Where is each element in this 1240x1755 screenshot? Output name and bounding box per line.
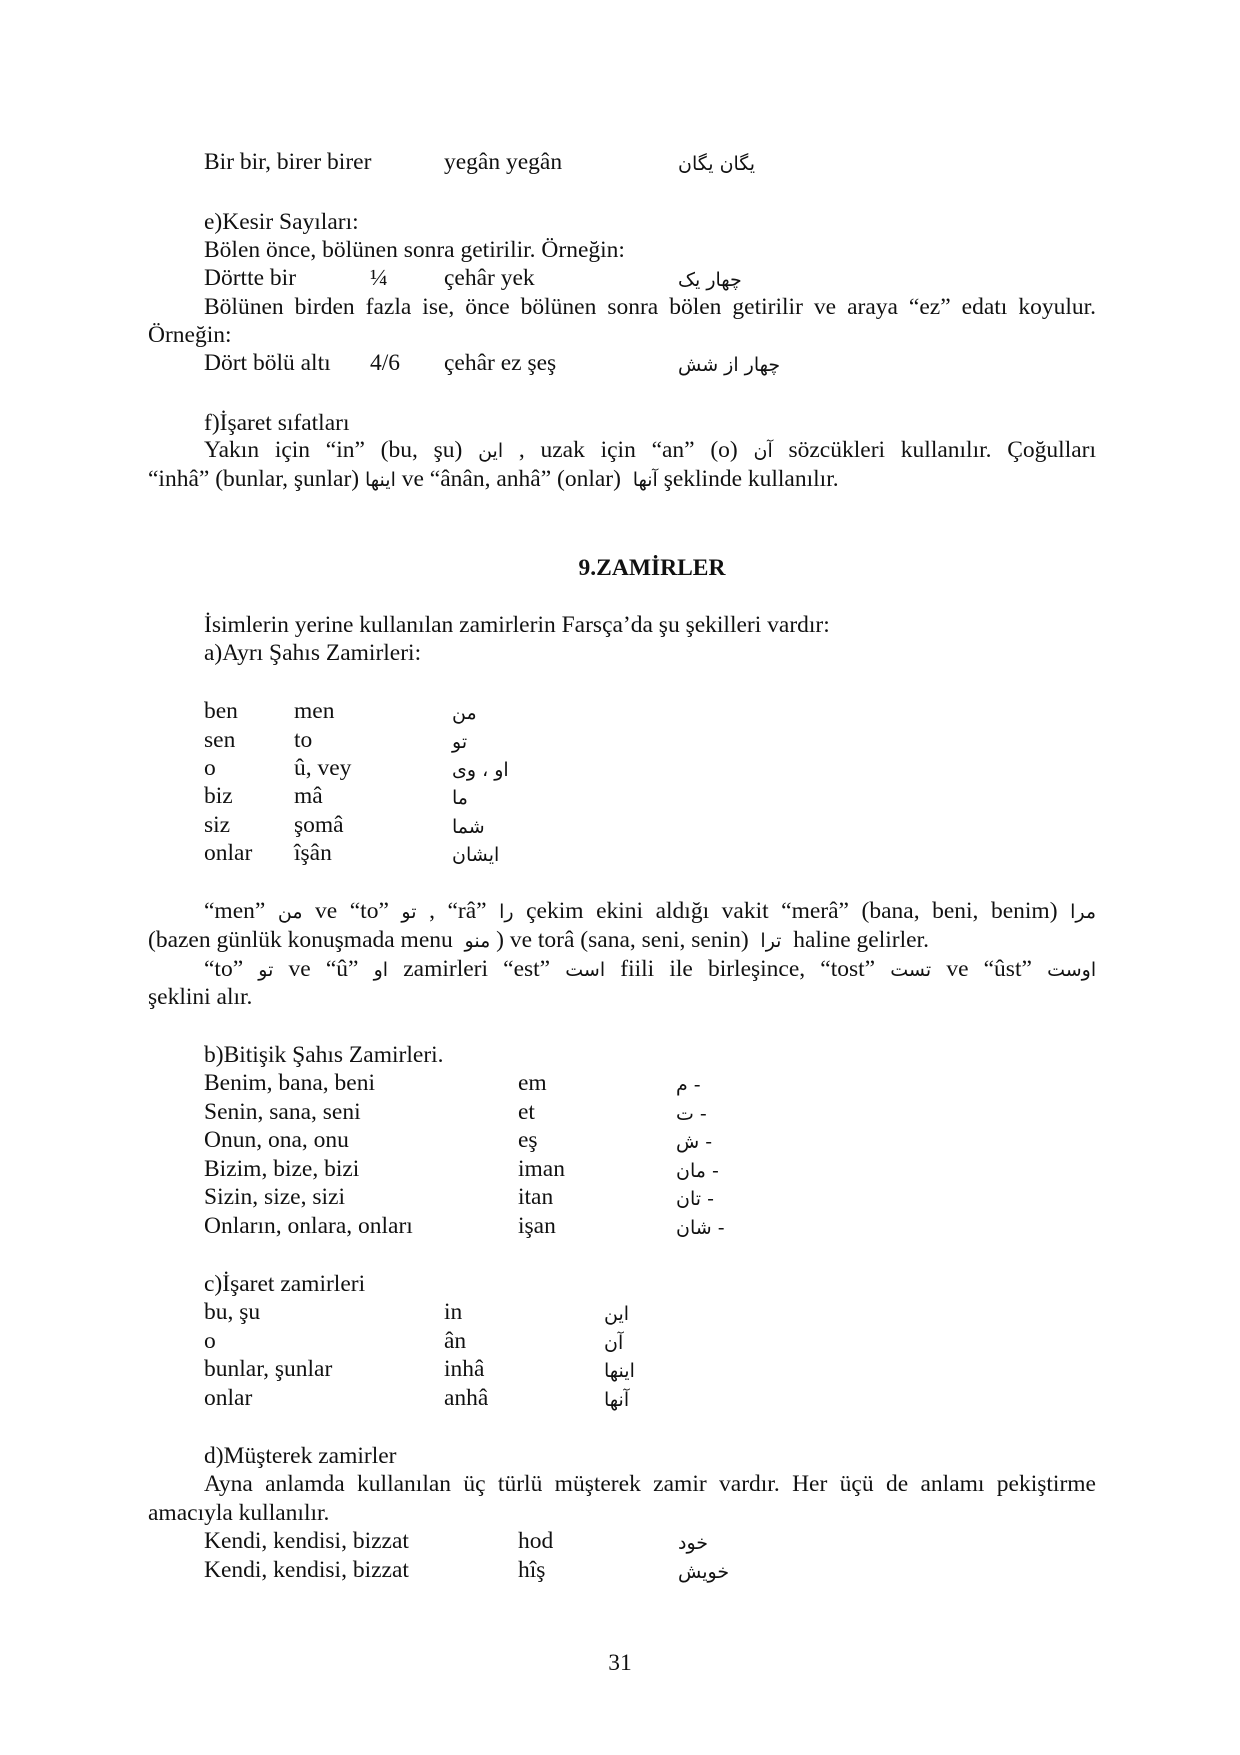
persian-word: من [277,901,303,923]
transliteration: şomâ [294,812,344,838]
text-run: ve “û” [288,956,359,982]
persian-word: این [478,440,504,462]
section-title-isaret-zamir: c)İşaret zamirleri [204,1271,366,1297]
persian-word: آنها [632,469,658,491]
turkish-text: bunlar, şunlar [204,1356,333,1382]
transliteration: et [518,1099,535,1125]
persian-word: مرا [1070,901,1097,923]
turkish-text: onlar [204,840,253,866]
section-title-kesir: e)Kesir Sayıları: [204,209,359,235]
paragraph: Bölen önce, bölünen sonra getirilir. Örneğin: [204,237,625,263]
turkish-text: Onun, ona, onu [204,1127,349,1153]
text-run: ) ve torâ (sana, seni, senin) [496,927,749,953]
persian-word: است [565,959,606,981]
turkish-text: Kendi, kendisi, bizzat [204,1557,409,1583]
text-run: sözcükleri kullanılır. Çoğulları [788,437,1097,463]
section-title-musterek: d)Müşterek zamirler [204,1443,397,1469]
paragraph: Örneğin: [148,322,232,348]
transliteration: hod [518,1528,554,1554]
transliteration: iman [518,1156,565,1182]
persian-text: چهار یک [678,269,742,291]
persian-text: یگان یگان [678,153,756,175]
transliteration: çehâr ez şeş [444,350,557,376]
persian-text: شما [452,816,485,838]
transliteration: inhâ [444,1356,485,1382]
text-run: (bazen günlük konuşmada menu [148,927,453,953]
turkish-text: Bir bir, birer birer [204,149,372,175]
transliteration: eş [518,1127,538,1153]
transliteration: çehâr yek [444,265,535,291]
turkish-text: siz [204,812,231,838]
text-run: “inhâ” (bunlar, şunlar) [148,466,360,492]
text-run: ve “ânân, anhâ” (onlar) [401,466,621,492]
persian-word: ترا [760,930,782,952]
persian-text: - مان [676,1160,719,1182]
paragraph [204,897,1096,926]
turkish-text: Dört bölü altı [204,350,331,376]
persian-word: منو [464,930,491,952]
transliteration: to [294,727,313,753]
text-run: şeklinde kullanılır. [663,466,839,492]
turkish-text: biz [204,783,233,809]
persian-text: این [604,1303,630,1325]
persian-text: خویش [678,1561,730,1583]
turkish-text: ben [204,698,238,724]
persian-text: - ش [676,1131,713,1153]
persian-text: تو [452,731,468,753]
persian-text: آنها [604,1389,630,1411]
text-run: ve “to” [315,898,389,924]
transliteration: em [518,1070,547,1096]
section-heading: 9.ZAMİRLER [578,555,726,581]
paragraph: Bölünen birden fazla ise, önce bölünen sonra bölen getirilir ve araya “ez” edatı koyulur. [204,294,1096,320]
page-number: 31 [608,1650,632,1676]
persian-word: را [499,901,514,923]
transliteration: û, vey [294,755,352,781]
transliteration: hîş [518,1557,546,1583]
text-run: , uzak için “an” (o) [518,437,738,463]
turkish-text: Dörtte bir [204,265,297,291]
transliteration: itan [518,1184,554,1210]
persian-word: تست [890,959,932,981]
fraction: 4/6 [370,350,401,376]
paragraph: Ayna anlamda kullanılan üç türlü müşterek zamir vardır. Her üçü de anlamı pekiştirme [204,1471,1096,1497]
persian-text: خود [678,1532,709,1554]
transliteration: ân [444,1328,467,1354]
persian-text: ما [452,787,468,809]
text-run: çekim ekini aldığı vakit “merâ” (bana, beni, benim) [526,898,1058,924]
text-run: “to” [204,956,244,982]
paragraph [148,926,929,955]
persian-text: آن [604,1332,624,1354]
persian-text: - م [676,1074,701,1096]
turkish-text: Bizim, bize, bizi [204,1156,360,1182]
section-title-bitisik: b)Bitişik Şahıs Zamirleri. [204,1042,444,1068]
turkish-text: Onların, onlara, onları [204,1213,413,1239]
persian-text: - شان [676,1217,725,1239]
persian-text: من [452,702,477,724]
text-run: “men” [204,898,266,924]
turkish-text: o [204,755,216,781]
paragraph [204,955,1096,984]
turkish-text: Senin, sana, seni [204,1099,361,1125]
text-run: ve “ûst” [946,956,1032,982]
text-run: haline gelirler. [793,927,929,953]
transliteration: in [444,1299,463,1325]
paragraph [204,436,1096,465]
turkish-text: onlar [204,1385,253,1411]
turkish-text: Benim, bana, beni [204,1070,375,1096]
turkish-text: Sizin, size, sizi [204,1184,345,1210]
persian-word: او [373,959,389,981]
persian-text: اینها [604,1360,635,1382]
text-run: , “râ” [429,898,487,924]
turkish-text: o [204,1328,216,1354]
persian-word: آن [753,440,773,462]
persian-text: ایشان [452,844,500,866]
paragraph [148,465,839,494]
transliteration: mâ [294,783,323,809]
persian-word: تو [401,901,417,923]
transliteration: yegân yegân [444,149,563,175]
paragraph: şeklini alır. [148,984,253,1010]
persian-text: او ، وی [452,759,509,781]
section-title-ayri: a)Ayrı Şahıs Zamirleri: [204,640,422,666]
persian-word: اینها [365,469,396,491]
intro-paragraph: İsimlerin yerine kullanılan zamirlerin Farsça’da şu şekilleri vardır: [204,612,830,638]
turkish-text: bu, şu [204,1299,261,1325]
transliteration: anhâ [444,1385,489,1411]
turkish-text: Kendi, kendisi, bizzat [204,1528,409,1554]
persian-text: - ت [676,1103,707,1125]
persian-word: اوست [1047,959,1097,981]
turkish-text: sen [204,727,236,753]
transliteration: men [294,698,335,724]
text-run: zamirleri “est” [403,956,551,982]
paragraph: amacıyla kullanılır. [148,1500,330,1526]
text-run: fiili ile birleşince, “tost” [620,956,876,982]
persian-word: تو [258,959,274,981]
text-run: Yakın için “in” (bu, şu) [204,437,463,463]
persian-text: چهار از شش [678,354,781,376]
persian-text: - تان [676,1188,714,1210]
fraction: ¼ [370,265,388,291]
transliteration: işan [518,1213,556,1239]
section-title-isaret-sifat: f)İşaret sıfatları [204,410,350,436]
transliteration: îşân [294,840,332,866]
